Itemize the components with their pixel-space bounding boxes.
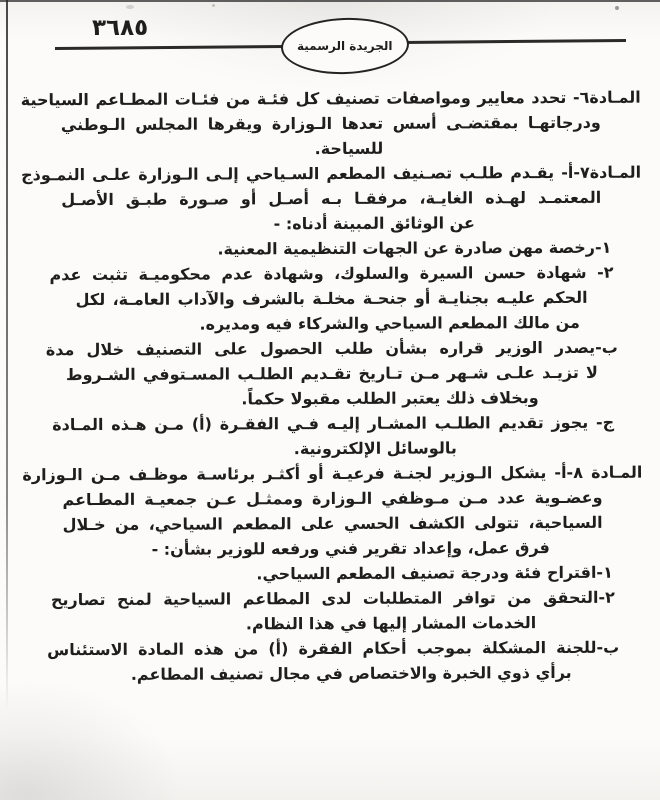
document-line: ٢- شهادة حسن السيرة والسلوك، وشهادة عدم محكوميـة تثبت عدم <box>49 262 614 285</box>
document-line: وبخلاف ذلك يعتبر الطلب مقبولا حكماً. <box>241 388 539 409</box>
scan-edge-top <box>0 0 660 2</box>
document-line: المـادة٦- تحدد معايير ومواصفات تصنيف كل فئـة من فئـات المطـاعم السياحية <box>20 87 641 110</box>
document-line: المعتمـد لهـذه الغايـة، مرفقـا بـه أصـل أو صـورة طبـق الأصـل <box>61 187 602 210</box>
document-line: ٢-التحقق من توافر المتطلبات لدى المطاعم السياحية لمنح تصاريح <box>50 587 615 610</box>
document-line: فرق عمل، وإعداد تقرير فني ورفعه للوزير بشأن: - <box>151 538 550 559</box>
document-line: الخدمات المشار إليها في هذا النظام. <box>245 613 537 634</box>
document-line: وعضـوية عدد مـن مـوظفي الـوزارة وممثـل عـن جمعيـة المطـاعم <box>62 487 603 510</box>
document-line: ودرجاتهـا بمقتضـى أسس تعدها الـوزارة ويقرها المجلس الـوطني <box>60 112 601 135</box>
document-line: ١-رخصة مهن صادرة عن الجهات التنظيمية المعنية. <box>217 237 612 259</box>
document-body <box>0 85 660 688</box>
scan-speck <box>212 4 215 7</box>
document-line: السياحية، تتولى الكشف الحسي على المطعم السياحي، من خـلال <box>62 512 603 535</box>
gazette-seal-oval <box>280 16 410 76</box>
scan-speck <box>126 5 134 9</box>
document-line: ب-يصدر الوزير قراره بشأن طلب الحصول على التصنيف خلال مدة <box>45 337 618 360</box>
document-line: الحكم عليـه بجنايـة أو جنحـة مخلـة بالشرف والآداب العامـة، لكل <box>75 287 588 310</box>
header-rule-left <box>55 45 284 50</box>
document-line: للسياحة. <box>314 138 384 159</box>
document-line: عن الوثائق المبينة أدناه: - <box>273 213 475 234</box>
document-line: من مالك المطعم السياحي والشركاء فيه ومديره. <box>199 312 580 334</box>
document-line: برأي ذوي الخبرة والاختصاص في مجال تصنيف المطاعم. <box>130 662 572 684</box>
document-line: المـادة٧-أ- يقـدم طلـب تصـنيف المطعم السـياحي إلـى الـوزارة علـى النمـوذج <box>21 162 642 185</box>
gazette-title: الجريدة الرسمية <box>297 38 393 53</box>
document-line: لا تزيـد علـى شـهر مـن تـاريخ تقـديم الطلـب المسـتوفي الشـروط <box>65 362 598 385</box>
document-line: المـادة ٨-أ- يشكل الـوزير لجنـة فرعيـة أو أكثـر برئاسـة موظـف مـن الـوزارة <box>22 462 643 485</box>
document-line: ١-اقتراح فئة ودرجة تصنيف المطعم السياحي. <box>256 562 613 584</box>
document-line: ج- يجوز تقديم الطلـب المشـار إليـه فـي الفقـرة (أ) مـن هـذه المـادة <box>52 412 615 435</box>
document-line: بالوسائل الإلكترونية. <box>293 438 457 459</box>
header-rule-right <box>403 39 626 44</box>
scan-speck <box>615 6 619 10</box>
page-number: ٣٦٨٥ <box>92 15 149 41</box>
document-line: ب-للجنة المشكلة بموجب أحكام الفقرة (أ) من هذه المادة الاستئناس <box>47 637 620 660</box>
